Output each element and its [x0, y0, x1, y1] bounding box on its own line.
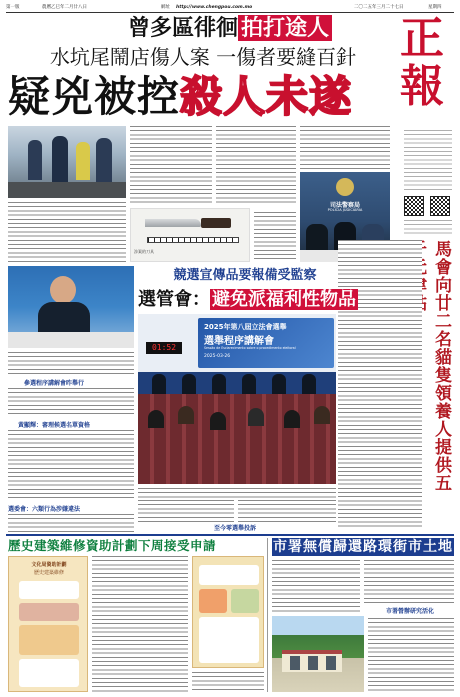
countdown-timer: 01:52 — [146, 342, 182, 354]
bottom-right-body-3 — [368, 618, 454, 692]
website-url[interactable]: http://www.chengpou.com.mo — [176, 5, 253, 10]
lead-headline — [8, 72, 388, 122]
election-subhead-2: 黃顯輝：審理候選名單資格 — [18, 422, 91, 429]
lead-subhead: 水坑尾鬧店傷人案 一傷者要縫百針 — [49, 45, 357, 69]
lead-body-col-2 — [216, 126, 296, 206]
election-body-col-1a — [8, 388, 134, 416]
lunar-date: 農曆乙巳年二月廿八日 — [42, 5, 87, 10]
lead-body-col-4 — [254, 212, 296, 262]
bottom-left-body — [92, 556, 188, 692]
lead-headline-red: 殺人未遂 — [180, 72, 353, 121]
lead-body-col-3 — [300, 126, 390, 170]
poster-title: 文化局資助計劃 — [31, 562, 67, 568]
side-body — [338, 240, 422, 530]
poster-subtitle: 歷史建築維修 — [33, 570, 64, 576]
election-subhead-1: 參選程序講解會昨舉行 — [24, 380, 85, 387]
heritage-poster — [8, 556, 88, 692]
police-sign-en: POLÍCIA JUDICIÁRIA — [327, 208, 363, 212]
board-date: 2025-03-26 — [204, 354, 231, 359]
bottom-right-body-1 — [272, 560, 360, 614]
bottom-left-body-2 — [192, 672, 264, 692]
election-body-col-1b — [8, 430, 134, 500]
qr-code-2[interactable] — [430, 196, 450, 216]
election-photo-speaker — [8, 266, 134, 348]
board-en: Sessão de Esclarecimento sobre o procedimento eleitoral — [204, 346, 296, 350]
logo-contact-text — [404, 220, 452, 236]
bottom-left-headline: 歷史建築維修資助計劃下周接受申請 — [8, 538, 217, 553]
board-title: 2025年第八屆立法會選舉 — [204, 323, 287, 331]
election-body-col-2 — [138, 500, 234, 522]
election-body-col-3 — [238, 500, 336, 522]
market-photo — [272, 616, 364, 692]
masthead-rule — [6, 12, 454, 13]
lead-kicker-black: 曾多區徘徊 — [127, 15, 238, 41]
lead-body-col-1 — [130, 126, 212, 206]
bottom-right-body-2 — [364, 560, 454, 604]
logo-info-text — [404, 130, 452, 192]
logo-block — [400, 13, 454, 126]
board-subtitle: 選舉程序講解會 — [204, 336, 274, 347]
election-subhead-4: 至今零選舉投訴 — [213, 525, 256, 532]
election-body-col-1c — [8, 514, 134, 532]
election-headline-red: 避免派福利性物品 — [212, 289, 356, 310]
lead-caption-left — [8, 202, 126, 262]
side-headline: 馬會向廿二名貓隻領養人提供五 — [431, 240, 451, 492]
page-number: 第一版 — [6, 5, 20, 10]
election-headline — [138, 288, 356, 312]
police-sign: 司法警察局 — [329, 202, 360, 209]
issue-date: 二〇二五年三月二十七日 — [354, 5, 404, 10]
section-divider — [6, 534, 454, 536]
board-screen — [198, 318, 334, 368]
lead-photo-knife — [130, 208, 250, 262]
qr-code-1[interactable] — [404, 196, 424, 216]
heritage-poster-2 — [192, 556, 264, 668]
lead-photo-police-scene — [8, 126, 126, 198]
election-photo-briefing — [138, 314, 336, 484]
masthead-strip — [6, 3, 454, 12]
bottom-right-headline: 市署無償歸還路環街市土地 — [273, 539, 453, 555]
lead-kicker-red: 拍打途人 — [238, 15, 332, 41]
lead-headline-black: 疑兇被控 — [8, 72, 181, 121]
election-kicker: 競選宣傳品要報備受監察 — [173, 268, 317, 283]
logo-char-1: 正 — [400, 13, 444, 64]
weekday: 星期四 — [428, 5, 442, 10]
knife-caption: 涉案的刀具 — [134, 249, 154, 254]
bottom-divider — [267, 538, 268, 692]
election-caption — [8, 352, 134, 374]
election-headline-black: 選管會： — [138, 289, 210, 310]
logo-char-2: 報 — [400, 61, 444, 112]
website-label: 網址 — [161, 5, 170, 10]
election-photo-caption — [138, 488, 336, 498]
election-subhead-3: 選委會：六類行為涉嫌違法 — [8, 506, 81, 513]
bottom-right-subhead: 市署營辦研究活化 — [385, 608, 434, 615]
lead-kicker — [70, 15, 390, 41]
police-emblem — [336, 178, 354, 196]
